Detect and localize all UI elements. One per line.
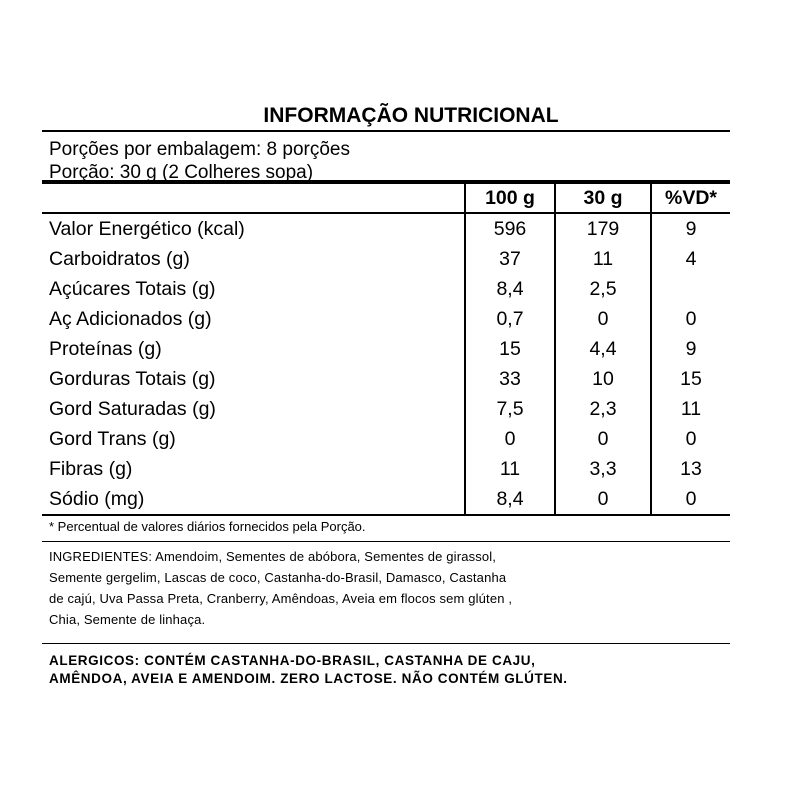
allergen-line: AMÊNDOA, AVEIA E AMENDOIM. ZERO LACTOSE. NÃO CONTÉM GLÚTEN.: [49, 671, 568, 686]
value-vd: [651, 274, 730, 304]
table-row: [42, 274, 730, 304]
value-30g: 4,4: [555, 334, 651, 364]
table-row: [42, 304, 730, 334]
header-30g: 30 g: [555, 184, 651, 213]
nutrient-name: Gord Saturadas (g): [49, 398, 216, 420]
header-blank: [42, 184, 465, 213]
ingredients-line: Semente gergelim, Lascas de coco, Castanha-do-Brasil, Damasco, Castanha: [49, 570, 507, 585]
value-100g: 596: [465, 213, 555, 244]
table-row: [42, 364, 730, 394]
table-row: [42, 424, 730, 454]
nutrient-name: Aç Adicionados (g): [49, 308, 212, 330]
portion-size: Porção: 30 g (2 Colheres sopa): [49, 162, 314, 183]
nutrition-label: [42, 98, 730, 688]
nutrient-name: Gord Trans (g): [49, 428, 176, 450]
value-vd: 15: [651, 364, 730, 394]
value-100g: 8,4: [465, 274, 555, 304]
nutrient-name: Sódio (mg): [42, 484, 465, 515]
value-30g: 179: [555, 213, 651, 244]
ingredients-line: INGREDIENTES: Amendoim, Sementes de abóbora, Sementes de girassol,: [49, 549, 497, 564]
nutrient-name: Proteínas (g): [49, 338, 162, 360]
value-100g: 8,4: [465, 484, 555, 515]
table-row: [42, 213, 730, 244]
value-30g: 3,3: [555, 454, 651, 484]
nutrient-name: Valor Energético (kcal): [49, 218, 245, 240]
nutrient-name: Carboidratos (g): [49, 248, 190, 270]
value-vd: 9: [651, 334, 730, 364]
serving-info: [42, 132, 730, 184]
value-vd: 0: [651, 424, 730, 454]
label-title: INFORMAÇÃO NUTRICIONAL: [42, 98, 730, 132]
header-100g: 100 g: [465, 184, 555, 213]
ingredients-list: [42, 542, 730, 644]
table-row: [42, 334, 730, 364]
ingredients-line: de cajú, Uva Passa Preta, Cranberry, Amêndoas, Aveia em flocos sem glúten ,: [49, 591, 513, 606]
table-row: [42, 244, 730, 274]
allergen-line: ALERGICOS: CONTÉM CASTANHA-DO-BRASIL, CASTANHA DE CAJU,: [49, 653, 536, 668]
value-vd: 13: [651, 454, 730, 484]
table-row: [42, 454, 730, 484]
table-header-row: [42, 184, 730, 213]
value-vd: 0: [651, 304, 730, 334]
nutrient-name: Gorduras Totais (g): [49, 368, 216, 390]
nutrient-name: Fibras (g): [49, 458, 133, 480]
value-100g: 11: [465, 454, 555, 484]
nutrition-table: [42, 184, 730, 516]
value-30g: 0: [555, 424, 651, 454]
nutrient-name: Açúcares Totais (g): [49, 278, 216, 300]
value-vd: 4: [651, 244, 730, 274]
table-row: [42, 484, 730, 515]
table-row: [42, 394, 730, 424]
value-100g: 7,5: [465, 394, 555, 424]
value-100g: 15: [465, 334, 555, 364]
value-100g: 33: [465, 364, 555, 394]
value-vd: 11: [651, 394, 730, 424]
header-vd: %VD*: [651, 184, 730, 213]
value-vd: 0: [651, 484, 730, 515]
daily-value-footnote: * Percentual de valores diários fornecidos pela Porção.: [42, 516, 730, 542]
value-30g: 11: [555, 244, 651, 274]
ingredients-line: Chia, Semente de linhaça.: [49, 612, 206, 627]
portions-per-package: Porções por embalagem: 8 porções: [49, 139, 350, 160]
value-30g: 0: [555, 304, 651, 334]
allergen-warning: [42, 644, 730, 688]
value-30g: 2,3: [555, 394, 651, 424]
value-100g: 0,7: [465, 304, 555, 334]
value-vd: 9: [651, 213, 730, 244]
value-30g: 2,5: [555, 274, 651, 304]
value-30g: 0: [555, 484, 651, 515]
value-30g: 10: [555, 364, 651, 394]
value-100g: 0: [465, 424, 555, 454]
value-100g: 37: [465, 244, 555, 274]
